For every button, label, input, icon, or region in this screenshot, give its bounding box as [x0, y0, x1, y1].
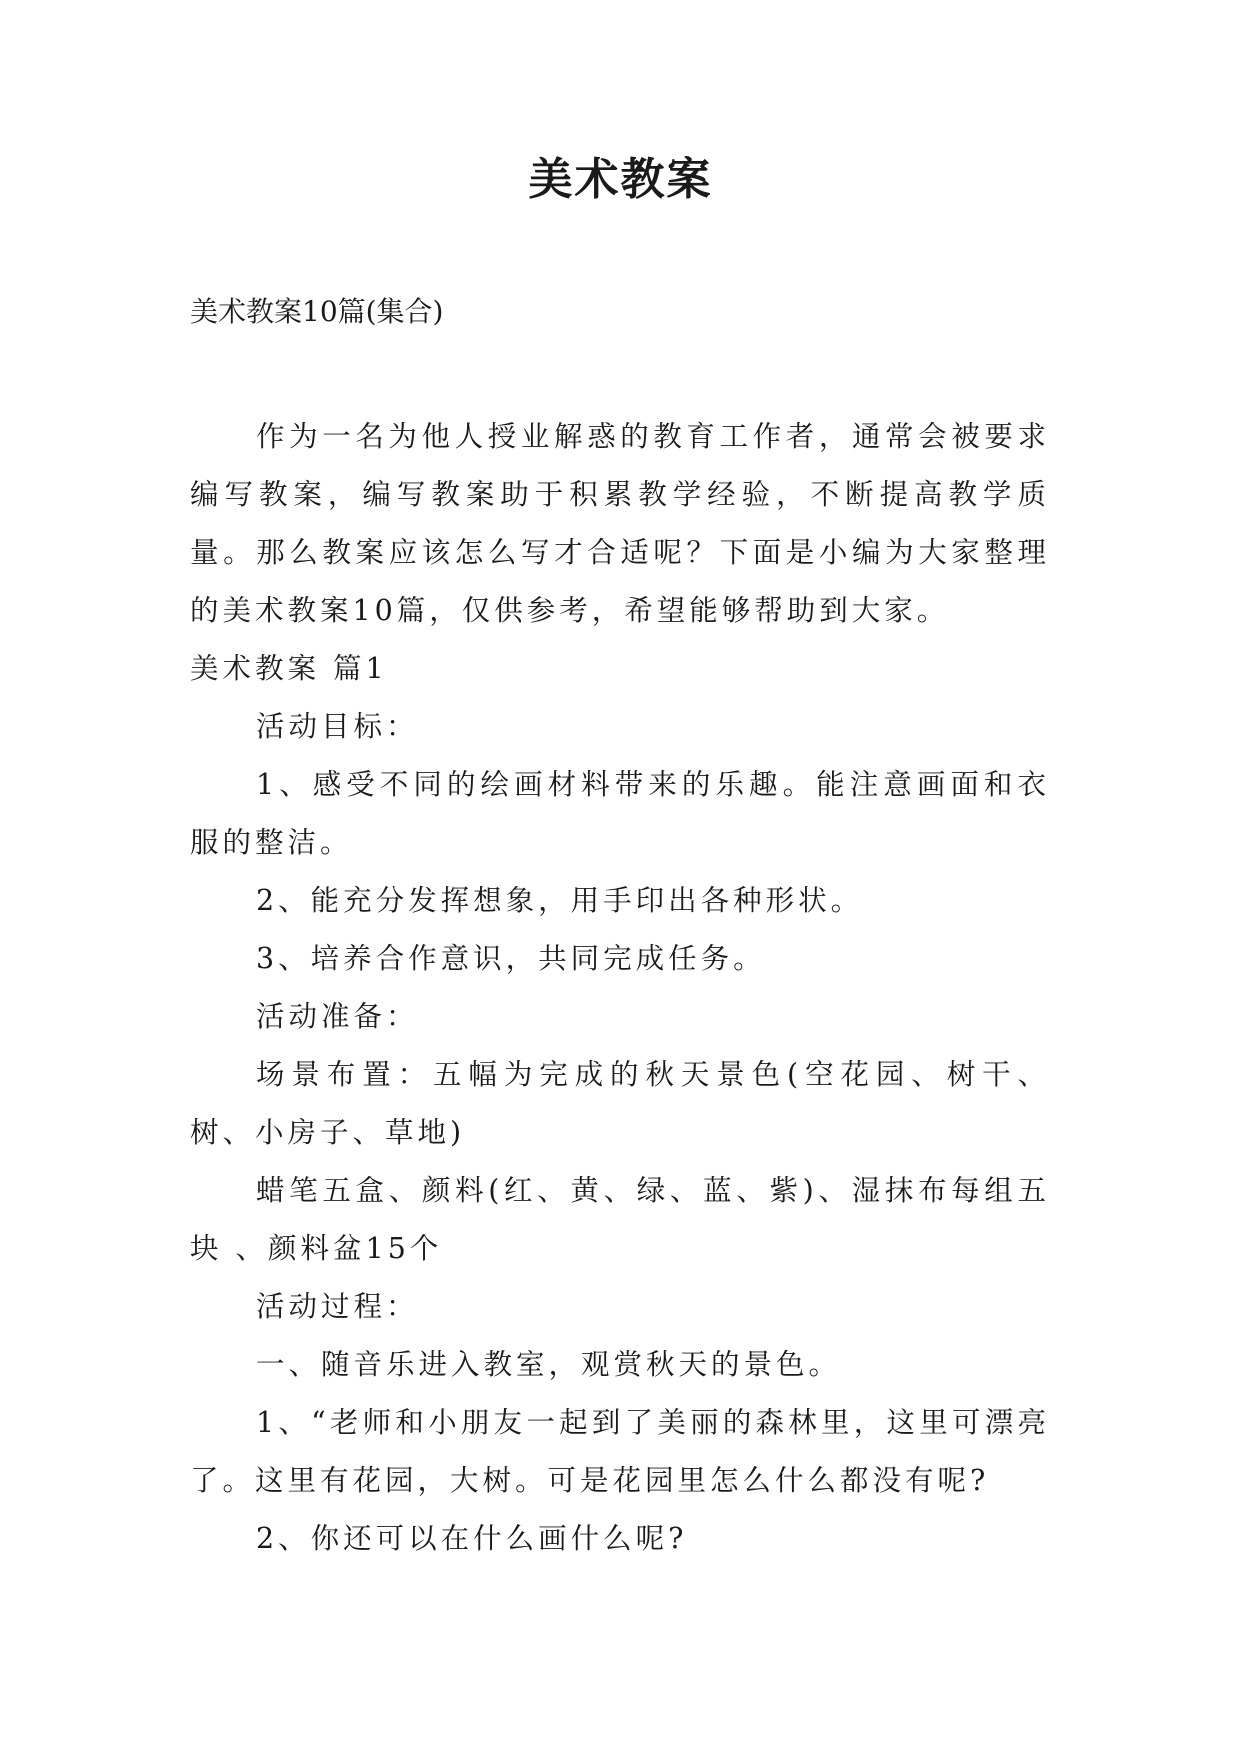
paragraph: 活动准备： — [256, 1000, 419, 1033]
document-subtitle: 美术教案10篇(集合) — [190, 295, 444, 328]
paragraph: 1、“老师和小朋友一起到了美丽的森林里，这里可漂亮了。这里有花园，大树。可是花园里怎么什么都没有呢? — [190, 1406, 1050, 1497]
paragraph: 3、培养合作意识，共同完成任务。 — [256, 942, 766, 975]
paragraph: 一、随音乐进入教室，观赏秋天的景色。 — [256, 1348, 842, 1381]
paragraph: 2、能充分发挥想象，用手印出各种形状。 — [256, 884, 864, 917]
document-body — [190, 408, 1050, 1568]
paragraph: 活动目标： — [256, 710, 419, 743]
document-title: 美术教案 — [528, 154, 713, 205]
paragraph: 活动过程： — [256, 1290, 419, 1323]
section-heading: 美术教案 篇1 — [190, 652, 388, 685]
paragraph: 蜡笔五盒、颜料(红、黄、绿、蓝、紫)、湿抹布每组五块 、颜料盆15个 — [190, 1174, 1050, 1265]
paragraph: 1、感受不同的绘画材料带来的乐趣。能注意画面和衣服的整洁。 — [190, 768, 1050, 859]
paragraph: 场景布置：五幅为完成的秋天景色(空花园、树干、树、小房子、草地) — [190, 1058, 1050, 1149]
paragraph: 2、你还可以在什么画什么呢? — [256, 1522, 688, 1555]
intro-paragraph: 作为一名为他人授业解惑的教育工作者，通常会被要求编写教案，编写教案助于积累教学经验，不断提高教学质量。那么教案应该怎么写才合适呢？下面是小编为大家整理的美术教案10篇，仅供参考，希望能够帮助到大家。 — [190, 420, 1050, 627]
